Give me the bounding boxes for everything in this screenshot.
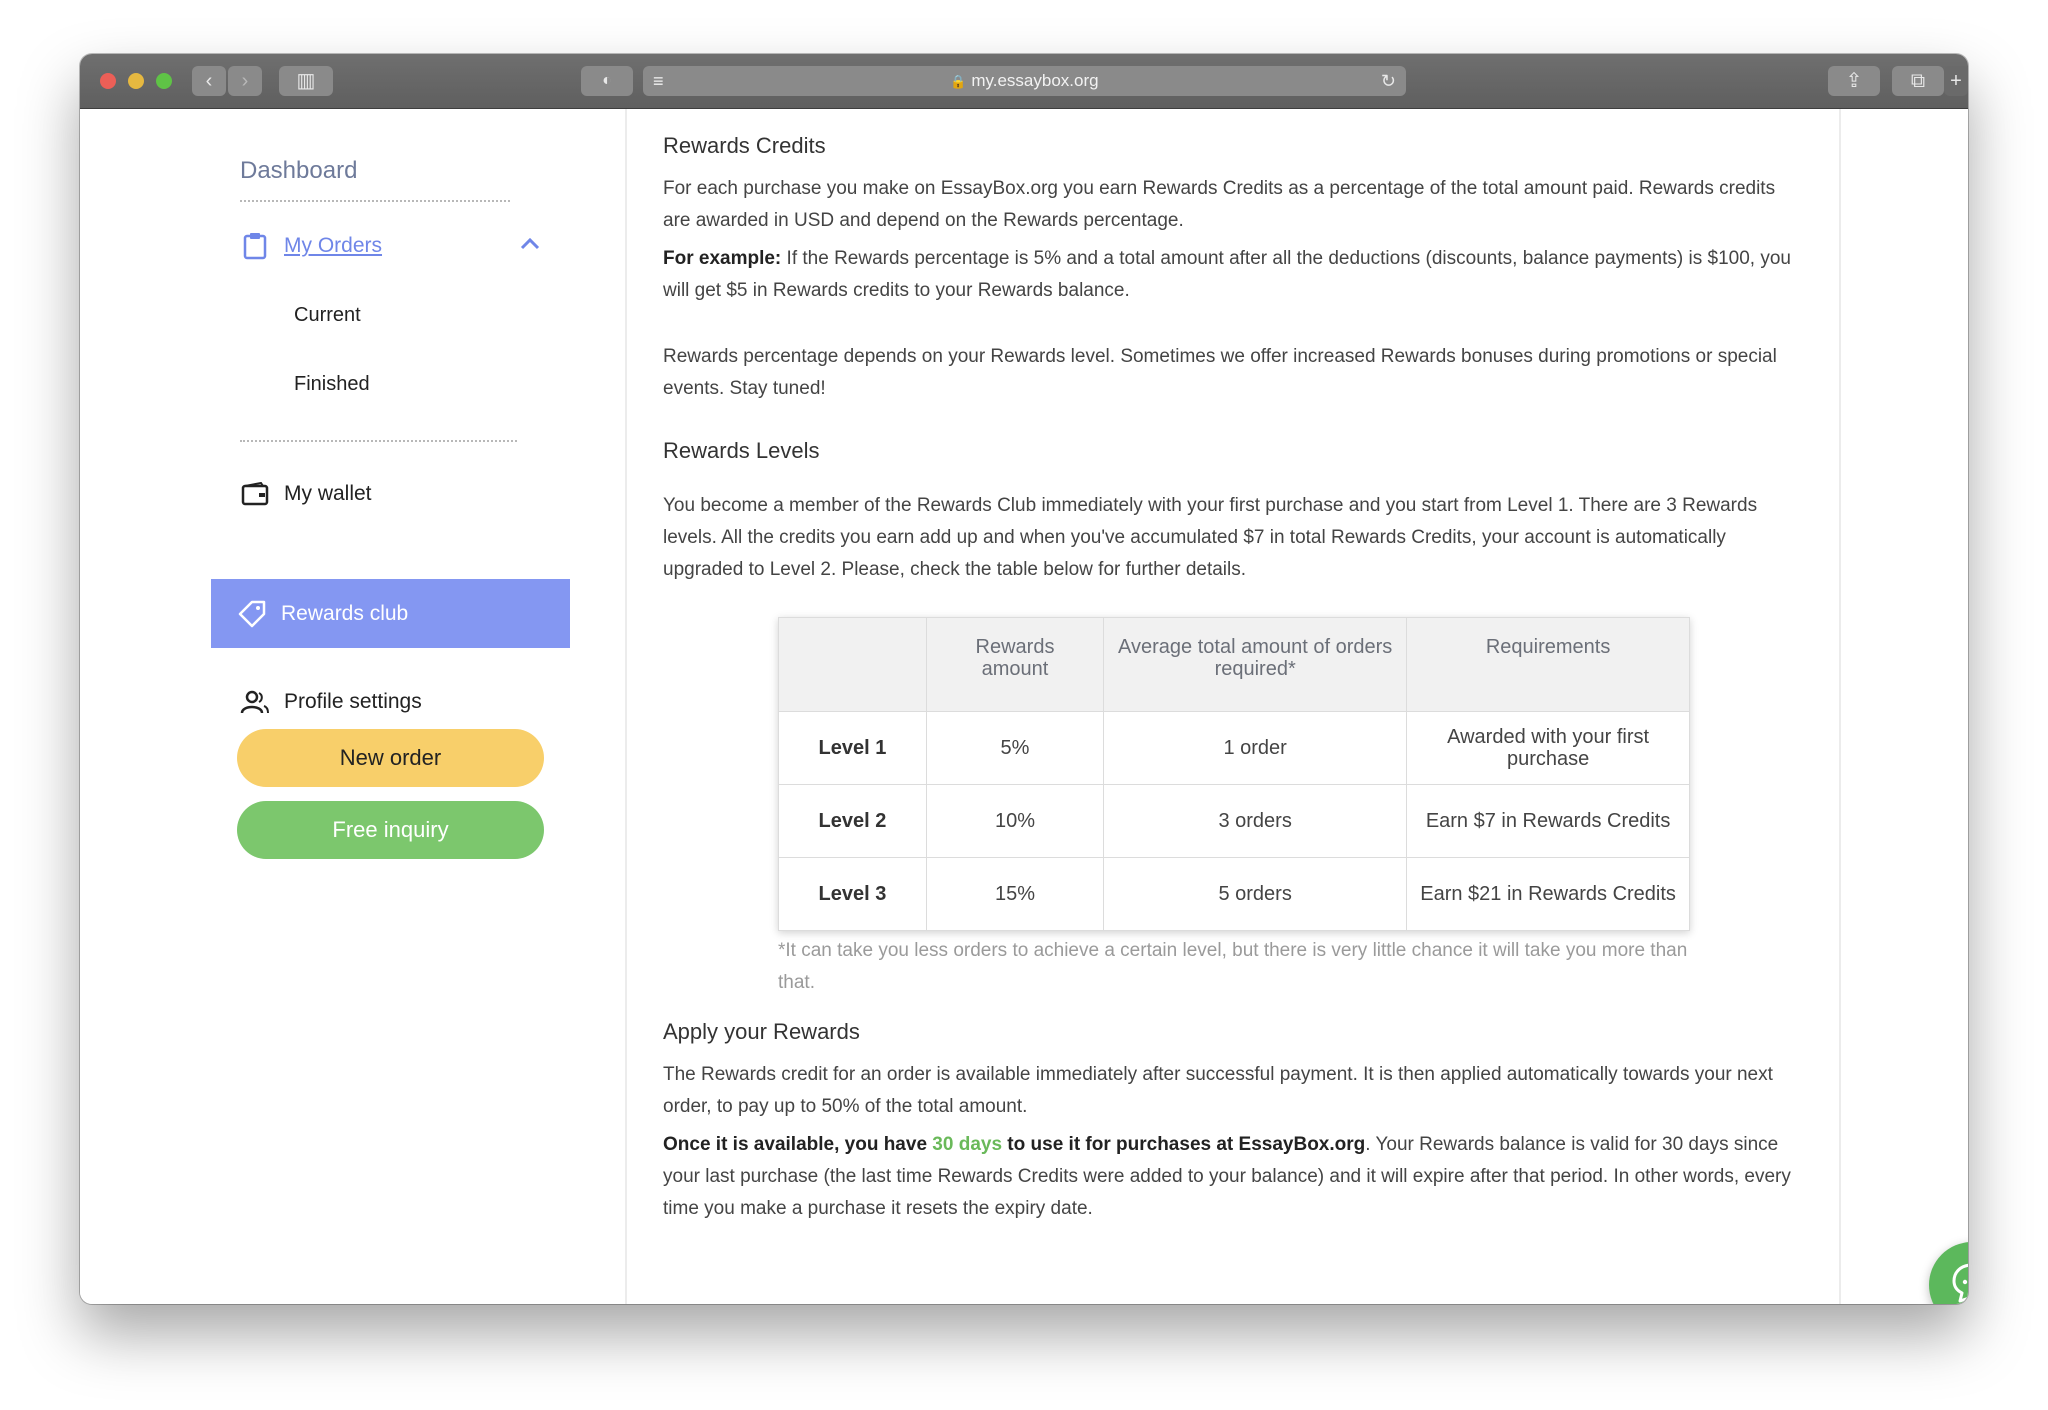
table-cell: 15% bbox=[926, 858, 1103, 931]
example-text: If the Rewards percentage is 5% and a total amount after all the deductions (discounts, balance payments) is $100, you will get $5 in Rewards credits to your Rewards balance. bbox=[663, 248, 1791, 301]
clipboard-icon bbox=[240, 231, 270, 261]
sidebar-item-profile-settings[interactable] bbox=[240, 682, 422, 722]
table-header: Requirements bbox=[1407, 618, 1690, 712]
sidebar-item-rewards-club[interactable] bbox=[211, 579, 570, 648]
divider bbox=[240, 440, 517, 442]
example-label: For example: bbox=[663, 248, 782, 269]
table-header bbox=[779, 618, 927, 712]
rewards-levels-heading: Rewards Levels bbox=[663, 438, 820, 463]
table-cell: Earn $7 in Rewards Credits bbox=[1407, 785, 1690, 858]
lock-icon: 🔒 bbox=[950, 74, 967, 89]
table-cell: Level 3 bbox=[779, 858, 927, 931]
sidebar-item-label: Profile settings bbox=[284, 690, 422, 713]
validity-rest: . Your Rewards balance is valid for 30 days since your last purchase (the last time Rewards Credits were added to your balance) and it will expire after that period. In other words, every time you make a purchase it resets the expiry date. bbox=[663, 1134, 1791, 1219]
my-orders-item[interactable] bbox=[240, 226, 382, 266]
browser-window bbox=[80, 54, 1968, 1304]
table-cell: 3 orders bbox=[1104, 785, 1407, 858]
main-panel bbox=[625, 109, 1841, 1304]
url-text: my.essaybox.org bbox=[971, 71, 1099, 90]
table-row bbox=[779, 785, 1690, 858]
chevron-up-icon[interactable] bbox=[520, 233, 540, 256]
percentage-paragraph: Rewards percentage depends on your Rewards level. Sometimes we offer increased Rewards bonuses during promotions or special events. Stay tuned! bbox=[663, 346, 1777, 399]
apply-rewards-heading: Apply your Rewards bbox=[663, 1019, 860, 1044]
reader-icon[interactable]: ≡ bbox=[653, 71, 664, 91]
table-header: Average total amount of orders required* bbox=[1104, 618, 1407, 712]
table-cell: Level 1 bbox=[779, 712, 927, 785]
table-cell: Earn $21 in Rewards Credits bbox=[1407, 858, 1690, 931]
page-content bbox=[80, 109, 1968, 1304]
table-cell: 10% bbox=[926, 785, 1103, 858]
shield-icon[interactable]: ◐ bbox=[581, 66, 633, 96]
rewards-levels-table bbox=[778, 617, 1690, 931]
forward-icon[interactable]: › bbox=[228, 66, 262, 96]
sidebar-item-wallet[interactable] bbox=[240, 474, 372, 514]
minimize-window-button[interactable] bbox=[128, 73, 144, 89]
table-header-row bbox=[779, 618, 1690, 712]
validity-bold-start: Once it is available, you have bbox=[663, 1134, 933, 1155]
table-cell: Awarded with your first purchase bbox=[1407, 712, 1690, 785]
tag-icon bbox=[237, 599, 267, 629]
table-cell: 5% bbox=[926, 712, 1103, 785]
sidebar-toggle-icon[interactable]: ▥ bbox=[279, 66, 333, 96]
back-icon[interactable]: ‹ bbox=[192, 66, 226, 96]
apply-paragraph: The Rewards credit for an order is available immediately after successful payment. It is then applied automatically towards your next order, to pay up to 50% of the total amount. bbox=[663, 1064, 1773, 1117]
table-header: Rewards amount bbox=[926, 618, 1103, 712]
sidebar-item-label: My wallet bbox=[284, 482, 372, 505]
sidebar-item-current[interactable]: Current bbox=[294, 304, 361, 326]
levels-paragraph: You become a member of the Rewards Club immediately with your first purchase and you start from Level 1. There are 3 Rewards levels. All the credits you earn add up and when you've accumulated $7 in total Rewards Credits, your account is automatically upgraded to Level 2. Please, check the table below for further details. bbox=[663, 495, 1758, 580]
validity-paragraph bbox=[663, 1129, 1803, 1225]
table-cell: 5 orders bbox=[1104, 858, 1407, 931]
chat-icon bbox=[1950, 1261, 1968, 1305]
sidebar bbox=[80, 109, 625, 1304]
new-order-button[interactable]: New order bbox=[237, 729, 544, 787]
address-bar[interactable] bbox=[643, 66, 1406, 96]
my-orders-label[interactable]: My Orders bbox=[284, 234, 383, 257]
zoom-window-button[interactable] bbox=[156, 73, 172, 89]
rewards-credits-heading: Rewards Credits bbox=[663, 133, 826, 158]
close-window-button[interactable] bbox=[100, 73, 116, 89]
new-tab-icon[interactable]: + bbox=[1944, 66, 1968, 96]
table-row bbox=[779, 858, 1690, 931]
free-inquiry-button[interactable]: Free inquiry bbox=[237, 801, 544, 859]
validity-bold-end: to use it for purchases at EssayBox.org bbox=[1002, 1134, 1366, 1155]
table-row bbox=[779, 712, 1690, 785]
validity-days: 30 days bbox=[932, 1134, 1003, 1155]
browser-titlebar bbox=[80, 54, 1968, 109]
people-icon bbox=[240, 687, 270, 717]
chat-button[interactable] bbox=[1929, 1242, 1968, 1304]
table-cell: 1 order bbox=[1104, 712, 1407, 785]
wallet-icon bbox=[240, 479, 270, 509]
table-cell: Level 2 bbox=[779, 785, 927, 858]
reload-icon[interactable]: ↻ bbox=[1380, 71, 1396, 91]
share-icon[interactable]: ⇪ bbox=[1828, 66, 1880, 96]
sidebar-item-finished[interactable]: Finished bbox=[294, 373, 370, 395]
table-footnote: *It can take you less orders to achieve a certain level, but there is very little chance it will take you more than that. bbox=[778, 940, 1688, 993]
sidebar-item-label: Rewards club bbox=[281, 601, 409, 625]
dashboard-link[interactable]: Dashboard bbox=[240, 157, 358, 184]
example-paragraph bbox=[663, 243, 1803, 307]
divider bbox=[240, 200, 510, 202]
tabs-icon[interactable]: ⧉ bbox=[1892, 66, 1944, 96]
credits-paragraph: For each purchase you make on EssayBox.org you earn Rewards Credits as a percentage of the total amount paid. Rewards credits are awarded in USD and depend on the Rewards percentage. bbox=[663, 178, 1776, 231]
